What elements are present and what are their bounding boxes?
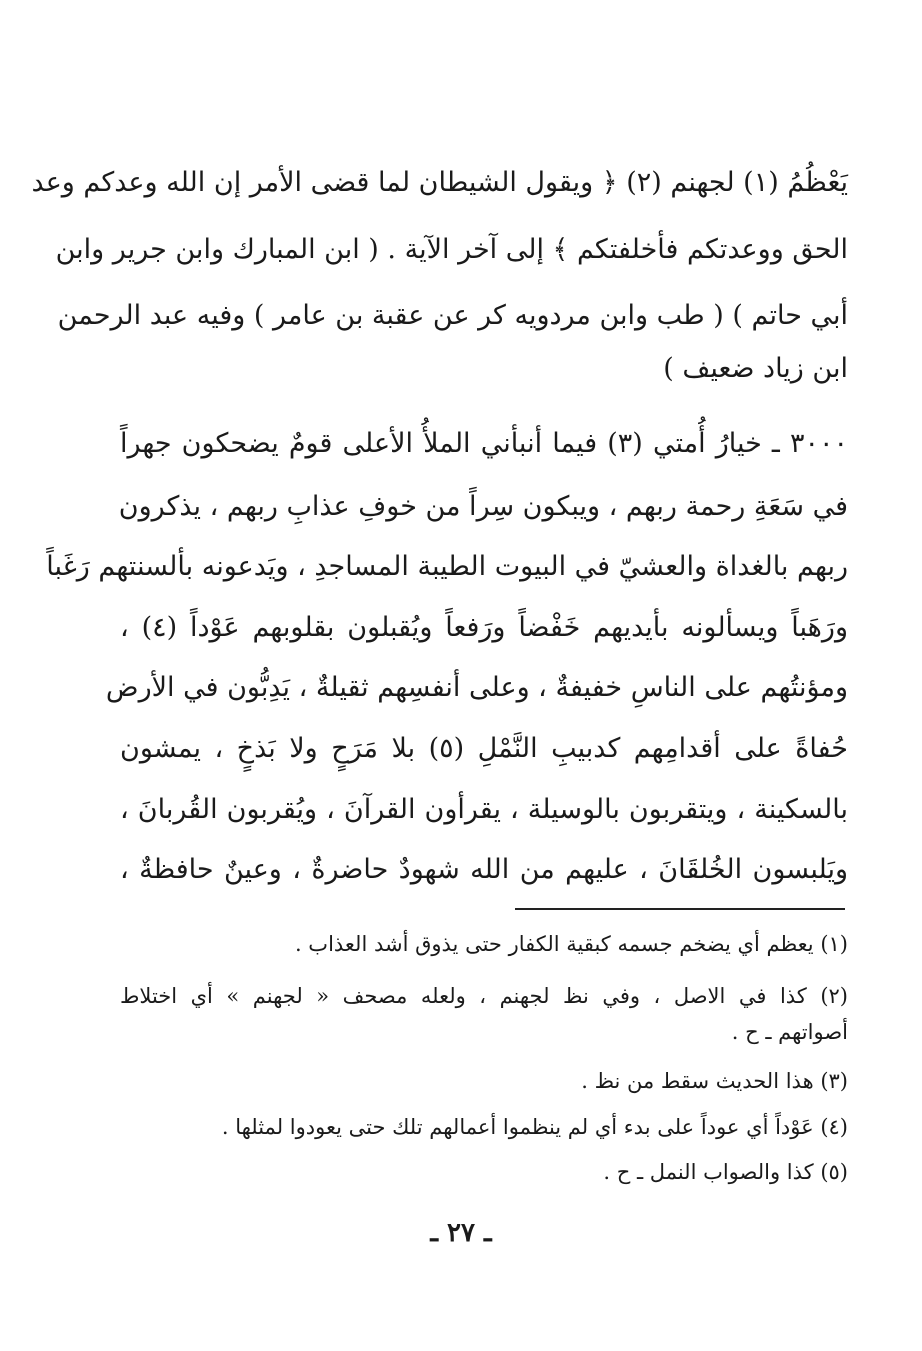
- footnote-continuation: أصواتهم ـ ح .: [731, 1020, 848, 1044]
- footnote-separator: [515, 908, 845, 910]
- footnote: (٢) كذا في الاصل ، وفي نظ لجهنم ، ولعله مصحف « لجهنم » أي اختلاط: [120, 984, 848, 1008]
- footnote: (٥) كذا والصواب النمل ـ ح .: [603, 1160, 848, 1184]
- footnote: (٣) هذا الحديث سقط من نظ .: [581, 1069, 848, 1093]
- text-line: أبي حاتم ) ( طب وابن مردويه كر عن عقبة بن عامر ) وفيه عبد الرحمن: [57, 300, 848, 331]
- page-number: ـ ٢٧ ـ: [430, 1218, 492, 1248]
- text-line: الحق ووعدتكم فأخلفتكم ﴾ إلى آخر الآية . ( ابن المبارك وابن جرير وابن: [55, 234, 848, 265]
- footnote: (١) يعظم أي يضخم جسمه كبقية الكفار حتى يذوق أشد العذاب .: [294, 932, 848, 956]
- text-line: ومؤنتُهم على الناسِ خفيفةٌ ، وعلى أنفسِهم ثقيلةٌ ، يَدِبُّون في الأرض: [105, 672, 848, 703]
- text-line: يَعْظُمُ (١) لجهنم (٢) ﴿ ويقول الشيطان لما قضى الأمر إن الله وعدكم وعد: [31, 167, 848, 198]
- text-line: ربهم بالغداة والعشيّ في البيوت الطيبة المساجدِ ، ويَدعونه بألسنتهم رَغَباً: [46, 551, 848, 582]
- text-line: بالسكينة ، ويتقربون بالوسيلة ، يقرأون القرآنَ ، ويُقربون القُربانَ ،: [120, 794, 848, 825]
- footnote: (٤) عَوْداً أي عوداً على بدء أي لم ينظموا أعمالهم تلك حتى يعودوا لمثلها .: [221, 1115, 848, 1139]
- text-line: في سَعَةِ رحمة ربهم ، ويبكون سِراً من خوفِ عذابِ ربهم ، يذكرون: [118, 491, 848, 522]
- text-line: حُفاةً على أقدامِهم كدبيبِ النَّمْلِ (٥) بلا مَرَحٍ ولا بَذخٍ ، يمشون: [120, 733, 848, 764]
- text-line: ابن زياد ضعيف ): [663, 353, 848, 384]
- text-line: ويَلبسون الخُلقَانَ ، عليهم من الله شهودٌ حاضرةٌ ، وعينٌ حافظةٌ ،: [120, 854, 848, 885]
- hadith-number-line: ٣٠٠٠ ـ خيارُ أُمتي (٣) فيما أنبأني الملأُ الأعلى قومٌ يضحكون جهراً: [120, 428, 848, 459]
- text-line: ورَهَباً ويسألونه بأيديهم خَفْضاً ورَفعاً ويُقبلون بقلوبهم عَوْداً (٤) ،: [120, 612, 848, 643]
